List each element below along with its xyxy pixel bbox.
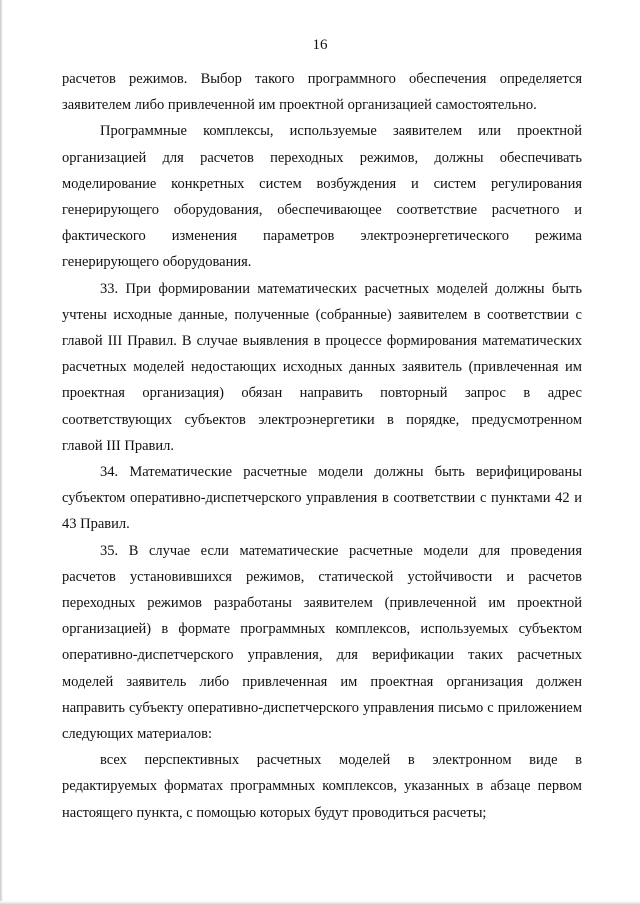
scan-edge-left: [0, 0, 3, 905]
paragraph-item-33: 33. При формировании математических расчетных моделей должны быть учтены исходные данные, полученные (собранные) заявителем в соответствии с главой III Правил. В случае выявления в процессе формирования математических расчетных моделей недостающих исходных данных заявитель (привлеченная им проектная организация) обязан направить повторный запрос в адрес соответствующих субъектов электроэнергетики в порядке, предусмотренном главой III Правил.: [62, 280, 582, 454]
scan-edge-bottom: [0, 901, 640, 905]
paragraph-item-34: 34. Математические расчетные модели должны быть верифицированы субъектом оперативно-диспетчерского управления в соответствии с пунктами 42 и 43 Правил.: [62, 464, 582, 533]
page-number: 16: [312, 37, 328, 53]
paragraph-item-35-list-entry: всех перспективных расчетных моделей в электронном виде в редактируемых форматах программных комплексов, указанных в абзаце первом настоящего пункта, с помощью которых будут проводиться расчеты;: [62, 752, 582, 821]
paragraph-item-35: 35. В случае если математические расчетные модели для проведения расчетов установившихся режимов, статической устойчивости и расчетов переходных режимов разработаны заявителем (привлеченной им проектной организацией) в формате программных комплексов, используемых субъектом оперативно-диспетчерского управления, для верификации таких расчетных моделей заявитель либо привлеченная им проектная организация должен направить субъекту оперативно-диспетчерского управления письмо с приложением следующих материалов:: [62, 542, 582, 743]
paragraph-continuation: расчетов режимов. Выбор такого программного обеспечения определяется заявителем либо привлеченной им проектной организацией самостоятельно.: [62, 71, 582, 114]
paragraph-software-requirements: Программные комплексы, используемые заявителем или проектной организацией для расчетов переходных режимов, должны обеспечивать моделирование конкретных систем возбуждения и систем регулирования генерирующего оборудования, обеспечивающее соответствие расчетного и фактического изменения параметров электроэнергетического режима генерирующего оборудования.: [62, 123, 582, 271]
body-text: [62, 66, 582, 826]
